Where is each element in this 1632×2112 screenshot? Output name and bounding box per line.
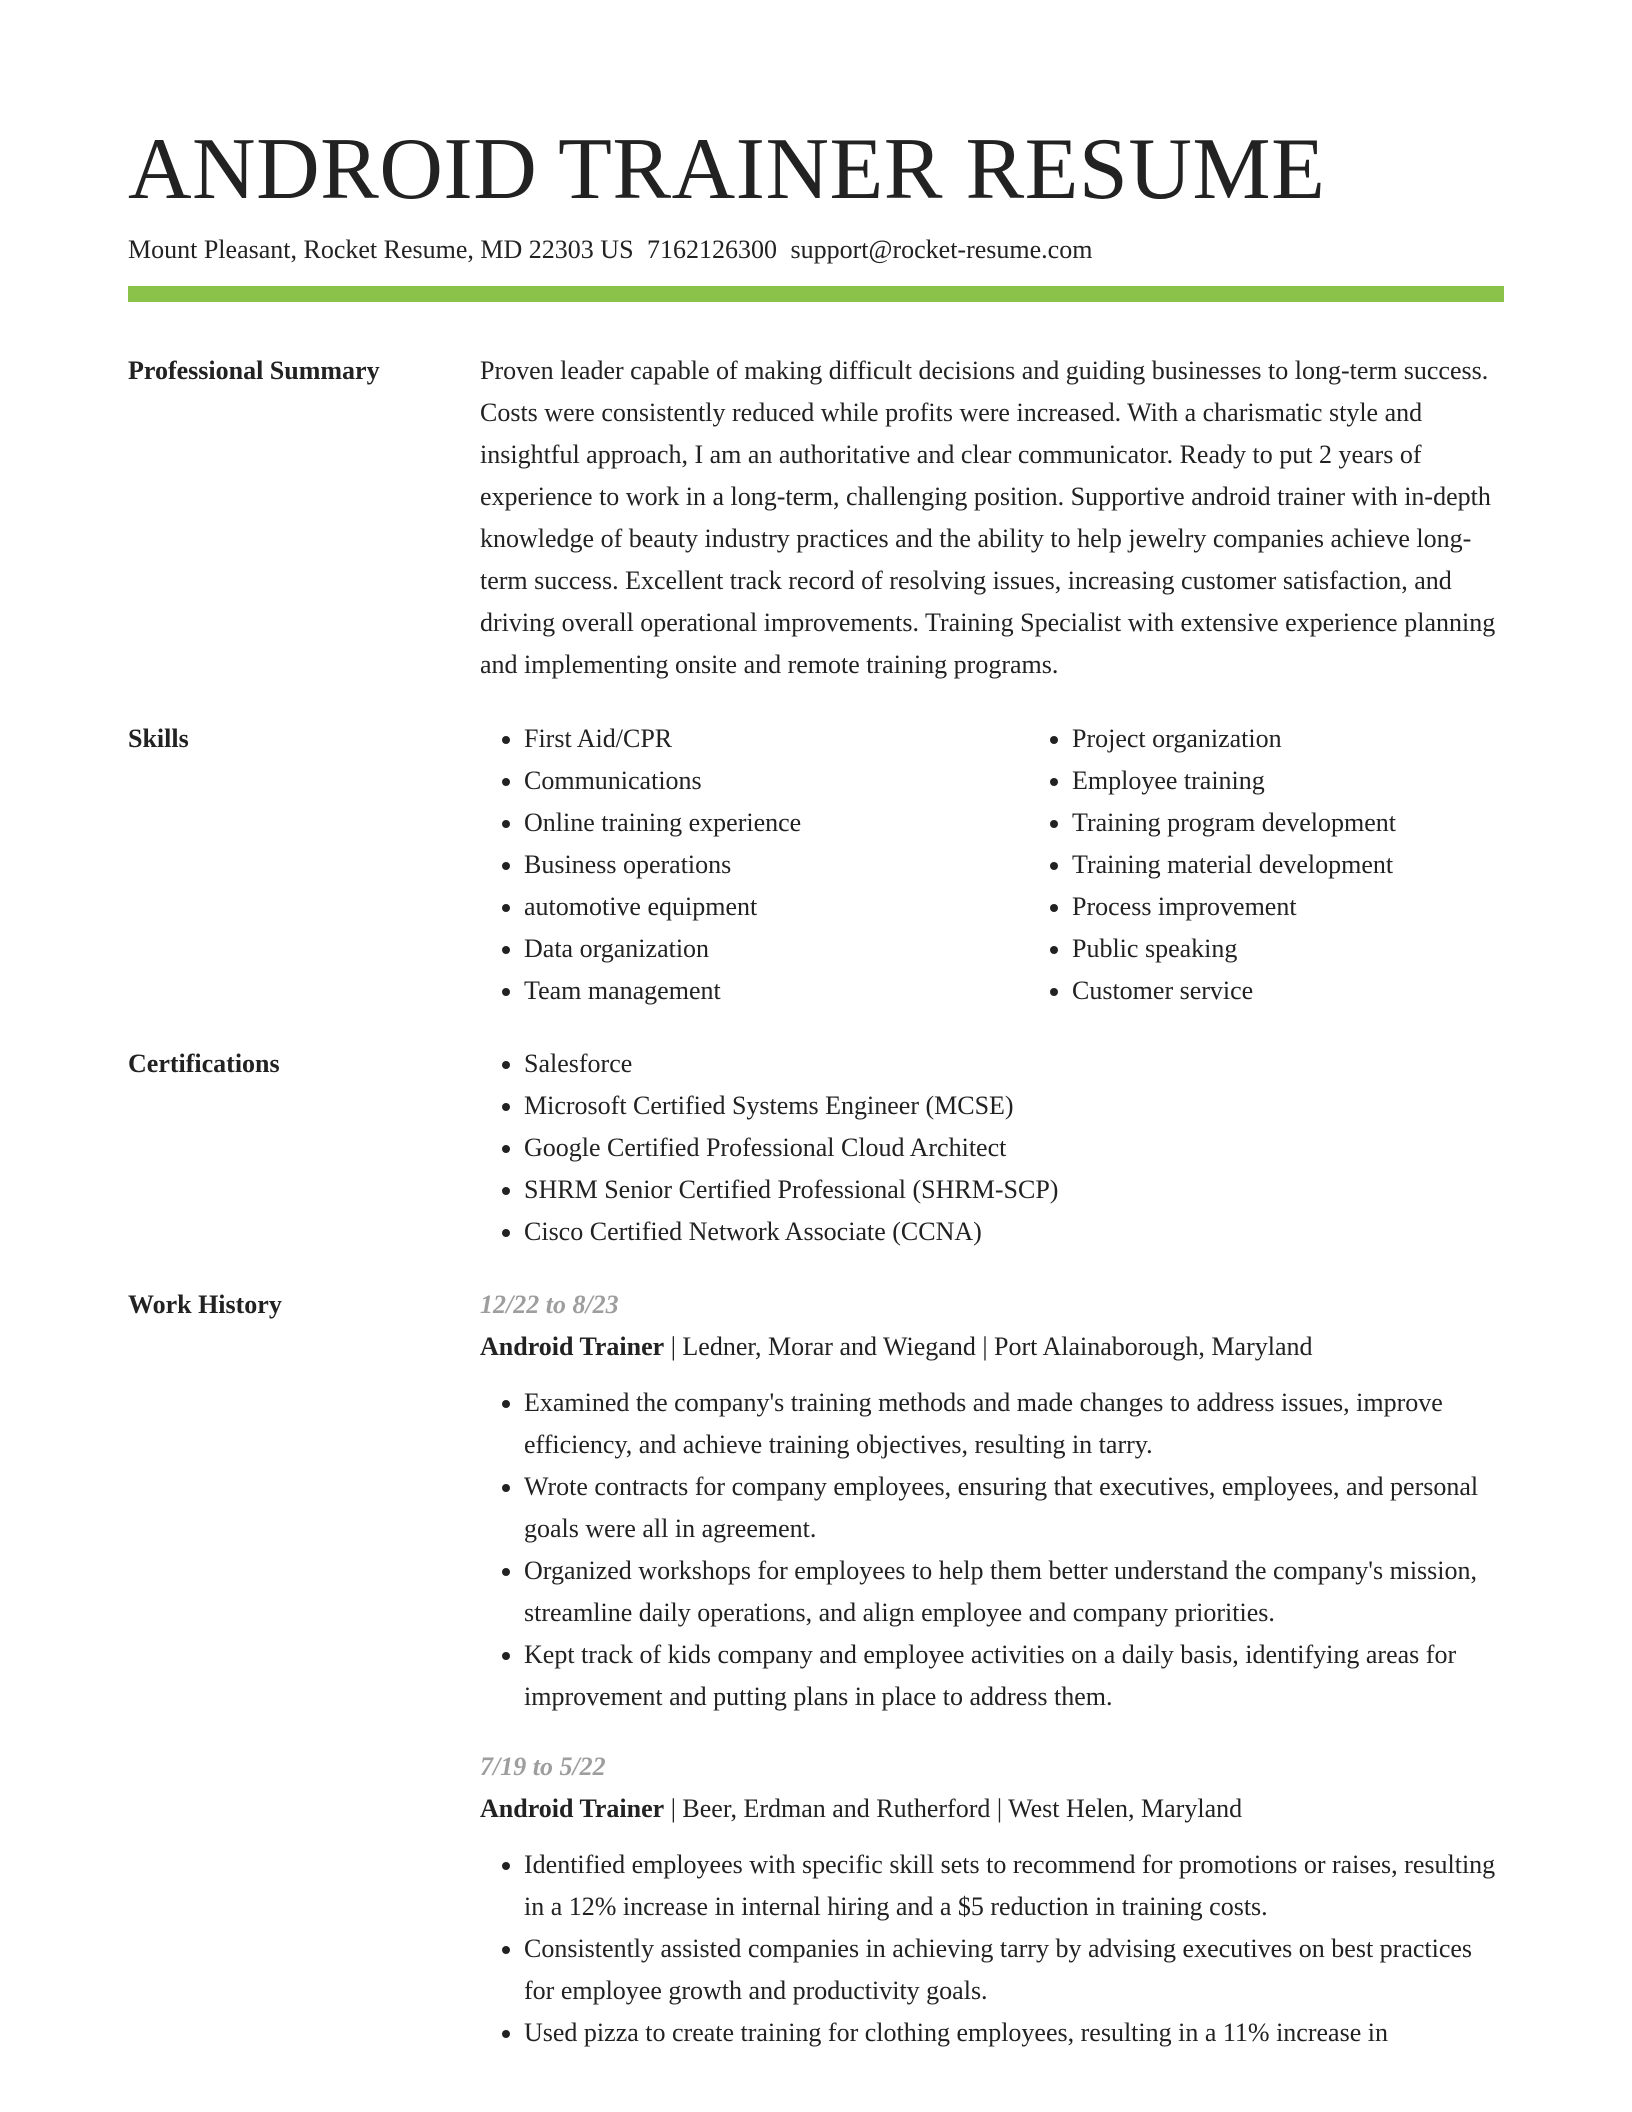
section-label-work-history: Work History bbox=[128, 1290, 282, 1319]
contact-email[interactable]: support@rocket-resume.com bbox=[790, 235, 1093, 264]
job-entry bbox=[480, 1746, 1504, 2054]
skill-item: • automotive equipment bbox=[524, 886, 1028, 928]
section-label-certifications: Certifications bbox=[128, 1049, 280, 1078]
summary-content bbox=[480, 350, 1504, 686]
job-dates: 7/19 to 5/22 bbox=[480, 1752, 606, 1781]
skill-item: • Training program development bbox=[1072, 802, 1576, 844]
skills-grid bbox=[480, 718, 1576, 1012]
resume-title: ANDROID TRAINER RESUME bbox=[128, 121, 1326, 218]
skills-section bbox=[128, 718, 1504, 1012]
job-heading bbox=[480, 1326, 1504, 1368]
job-entry bbox=[480, 1284, 1504, 1718]
job-bullets bbox=[480, 1844, 1504, 2054]
job-bullets bbox=[480, 1382, 1504, 1718]
skill-item: • Employee training bbox=[1072, 760, 1576, 802]
certification-item: • SHRM Senior Certified Professional (SHRM-SCP) bbox=[524, 1169, 1504, 1211]
skill-item: • Training material development bbox=[1072, 844, 1576, 886]
summary-section bbox=[128, 350, 1504, 686]
job-bullet: • Consistently assisted companies in achieving tarry by advising executives on best practices for employee growth and productivity goals. bbox=[524, 1928, 1504, 2012]
contact-line bbox=[128, 232, 1504, 268]
certification-item: • Cisco Certified Network Associate (CCNA) bbox=[524, 1211, 1504, 1253]
resume-page bbox=[128, 120, 1504, 2054]
certifications-section bbox=[128, 1043, 1504, 1253]
skill-item: • Customer service bbox=[1072, 970, 1576, 1012]
job-bullet: • Wrote contracts for company employees, ensuring that executives, employees, and personal goals were all in agreement. bbox=[524, 1466, 1504, 1550]
certification-item: • Salesforce bbox=[524, 1043, 1504, 1085]
job-employer-location: | Beer, Erdman and Rutherford | West Helen, Maryland bbox=[664, 1794, 1243, 1823]
work-history-section bbox=[128, 1284, 1504, 2054]
job-bullet: • Organized workshops for employees to help them better understand the company's mission, streamline daily operations, and align employee and company priorities. bbox=[524, 1550, 1504, 1634]
job-bullet: • Used pizza to create training for clothing employees, resulting in a 11% increase in bbox=[524, 2012, 1504, 2054]
summary-text: Proven leader capable of making difficult decisions and guiding businesses to long-term success. Costs were consistently reduced while profits were increased. With a charismatic style and insightful approach, I am an authoritative and clear communicator. Ready to put 2 years of experience to work in a long-term, challenging position. Supportive android trainer with in-depth knowledge of beauty industry practices and the ability to help jewelry companies achieve long-term success. Excellent track record of resolving issues, increasing customer satisfaction, and driving overall operational improvements. Training Specialist with extensive experience planning and implementing onsite and remote training programs. bbox=[480, 356, 1496, 679]
certifications-list bbox=[480, 1043, 1504, 1253]
skill-item: • Process improvement bbox=[1072, 886, 1576, 928]
skill-item: • Data organization bbox=[524, 928, 1028, 970]
skills-list-right bbox=[1028, 718, 1576, 1012]
job-dates: 12/22 to 8/23 bbox=[480, 1290, 619, 1319]
certifications-content bbox=[480, 1043, 1504, 1253]
job-heading bbox=[480, 1788, 1504, 1830]
job-title: Android Trainer bbox=[480, 1794, 665, 1823]
skill-item: • Team management bbox=[524, 970, 1028, 1012]
certification-item: • Microsoft Certified Systems Engineer (MCSE) bbox=[524, 1085, 1504, 1127]
skill-item: • Business operations bbox=[524, 844, 1028, 886]
job-bullet: • Kept track of kids company and employee activities on a daily basis, identifying areas for improvement and putting plans in place to address them. bbox=[524, 1634, 1504, 1718]
contact-phone: 7162126300 bbox=[647, 235, 778, 264]
job-title: Android Trainer bbox=[480, 1332, 665, 1361]
skill-item: • Online training experience bbox=[524, 802, 1028, 844]
skill-item: • Communications bbox=[524, 760, 1028, 802]
skill-item: • Public speaking bbox=[1072, 928, 1576, 970]
job-employer-location: | Ledner, Morar and Wiegand | Port Alainaborough, Maryland bbox=[664, 1332, 1313, 1361]
job-bullet: • Examined the company's training methods and made changes to address issues, improve efficiency, and achieve training objectives, resulting in tarry. bbox=[524, 1382, 1504, 1466]
skills-list-left bbox=[480, 718, 1028, 1012]
work-history-content bbox=[480, 1284, 1504, 2054]
job-bullet: • Identified employees with specific skill sets to recommend for promotions or raises, resulting in a 12% increase in internal hiring and a $5 reduction in training costs. bbox=[524, 1844, 1504, 1928]
certification-item: • Google Certified Professional Cloud Architect bbox=[524, 1127, 1504, 1169]
accent-divider bbox=[128, 286, 1504, 302]
section-label-skills: Skills bbox=[128, 724, 189, 753]
section-label-summary: Professional Summary bbox=[128, 356, 380, 385]
skill-item: • First Aid/CPR bbox=[524, 718, 1028, 760]
skill-item: • Project organization bbox=[1072, 718, 1576, 760]
contact-address: Mount Pleasant, Rocket Resume, MD 22303 US bbox=[128, 235, 634, 264]
